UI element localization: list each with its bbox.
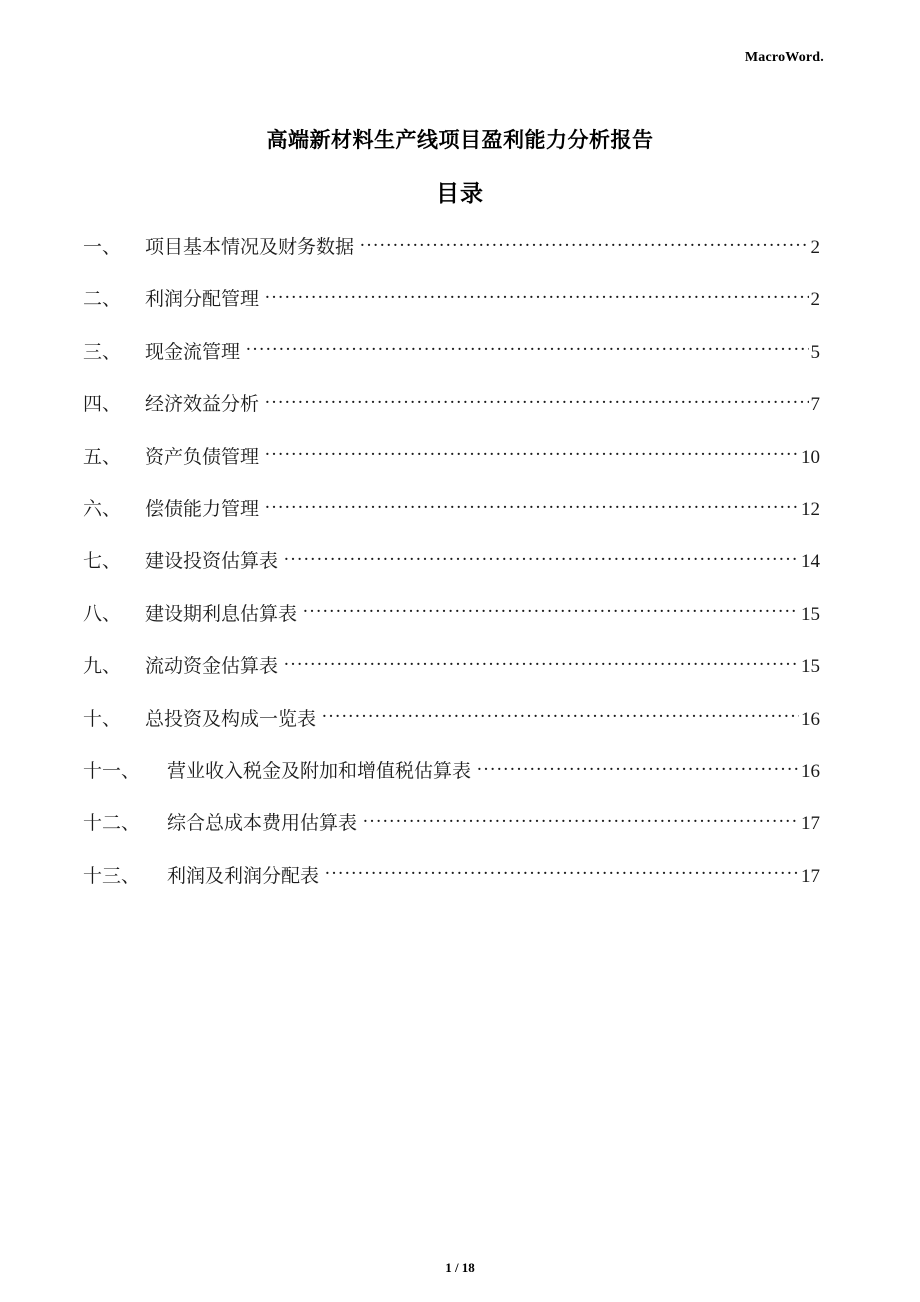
macroword-logo: MacroWord. [744, 50, 824, 65]
toc-entry-page-number: 15 [801, 656, 820, 678]
toc-entry-page-number: 16 [801, 760, 820, 782]
toc-entry-ordinal: 三、 [83, 341, 122, 363]
toc-dot-leader [303, 601, 799, 620]
toc-entry-page-number: 2 [810, 289, 820, 311]
toc-entry[interactable] [83, 442, 820, 494]
toc-entry-page-number: 7 [810, 394, 820, 416]
footer-page-indicator: 1 / 18 [445, 1260, 475, 1275]
toc-entry-label: 流动资金估算表 [145, 656, 279, 678]
toc-entry-page-number: 12 [801, 498, 820, 520]
toc-entry-label: 总投资及构成一览表 [145, 708, 317, 730]
toc-dot-leader [363, 810, 799, 829]
page-title: 高端新材料生产线项目盈利能力分析报告 [266, 129, 654, 152]
toc-entry-label: 偿债能力管理 [145, 498, 260, 520]
toc-entry-label: 利润及利润分配表 [167, 865, 320, 887]
toc-entry-page-number: 16 [801, 708, 820, 730]
toc-entry-ordinal: 十一、 [83, 760, 141, 782]
toc-dot-leader [265, 444, 799, 463]
toc-entry-page-number: 10 [801, 446, 820, 468]
toc-entry-page-number: 17 [801, 865, 820, 887]
toc-entry[interactable] [83, 284, 820, 336]
toc-entry-ordinal: 十三、 [83, 865, 141, 887]
toc-entry-label: 项目基本情况及财务数据 [145, 237, 355, 258]
toc-entry-label: 现金流管理 [145, 341, 241, 363]
toc-heading: 目录 [436, 180, 484, 206]
toc-entry-page-number: 5 [810, 341, 820, 363]
toc-entry[interactable] [83, 599, 820, 651]
toc-entry-ordinal: 十二、 [83, 813, 141, 835]
toc-entry[interactable] [83, 546, 820, 598]
toc-entry-ordinal: 七、 [83, 551, 122, 573]
toc-entry[interactable] [83, 808, 820, 860]
toc-entry[interactable] [83, 651, 820, 703]
toc-entry[interactable] [83, 232, 820, 284]
toc-entry-ordinal: 九、 [83, 656, 122, 678]
toc-dot-leader [477, 758, 799, 777]
toc-entry-ordinal: 八、 [83, 603, 122, 625]
toc-dot-leader [265, 496, 799, 515]
toc-entry-label: 利润分配管理 [145, 289, 260, 311]
toc-entry-page-number: 2 [810, 237, 820, 258]
toc-entry[interactable] [83, 337, 820, 389]
toc-entry[interactable] [83, 756, 820, 808]
toc-entry-ordinal: 十、 [83, 708, 122, 730]
toc-dot-leader [322, 706, 799, 725]
toc-dot-leader [325, 863, 799, 882]
toc-entry[interactable] [83, 704, 820, 756]
toc-entry-label: 经济效益分析 [145, 394, 260, 416]
toc-entry-label: 建设投资估算表 [145, 551, 279, 573]
toc-dot-leader [284, 653, 799, 672]
toc-dot-leader [284, 548, 799, 567]
toc-entry-ordinal: 四、 [83, 394, 122, 416]
toc-entry-label: 建设期利息估算表 [145, 603, 298, 625]
toc-dot-leader [246, 339, 808, 358]
toc-entry[interactable] [83, 494, 820, 546]
toc-dot-leader [360, 234, 808, 253]
toc-entry-ordinal: 一、 [83, 237, 122, 258]
toc-entry-ordinal: 五、 [83, 446, 122, 468]
toc-entry-page-number: 17 [801, 813, 820, 835]
toc-entry[interactable] [83, 389, 820, 441]
toc-entry[interactable] [83, 861, 820, 913]
toc-dot-leader [265, 286, 808, 305]
toc-entry-label: 资产负债管理 [145, 446, 260, 468]
toc-entry-ordinal: 二、 [83, 289, 122, 311]
toc-entry-ordinal: 六、 [83, 498, 122, 520]
toc-entry-label: 综合总成本费用估算表 [167, 813, 358, 835]
toc-entry-label: 营业收入税金及附加和增值税估算表 [167, 760, 472, 782]
toc-entry-page-number: 14 [801, 551, 820, 573]
toc-dot-leader [265, 391, 808, 410]
toc-entry-page-number: 15 [801, 603, 820, 625]
table-of-contents [83, 232, 820, 913]
